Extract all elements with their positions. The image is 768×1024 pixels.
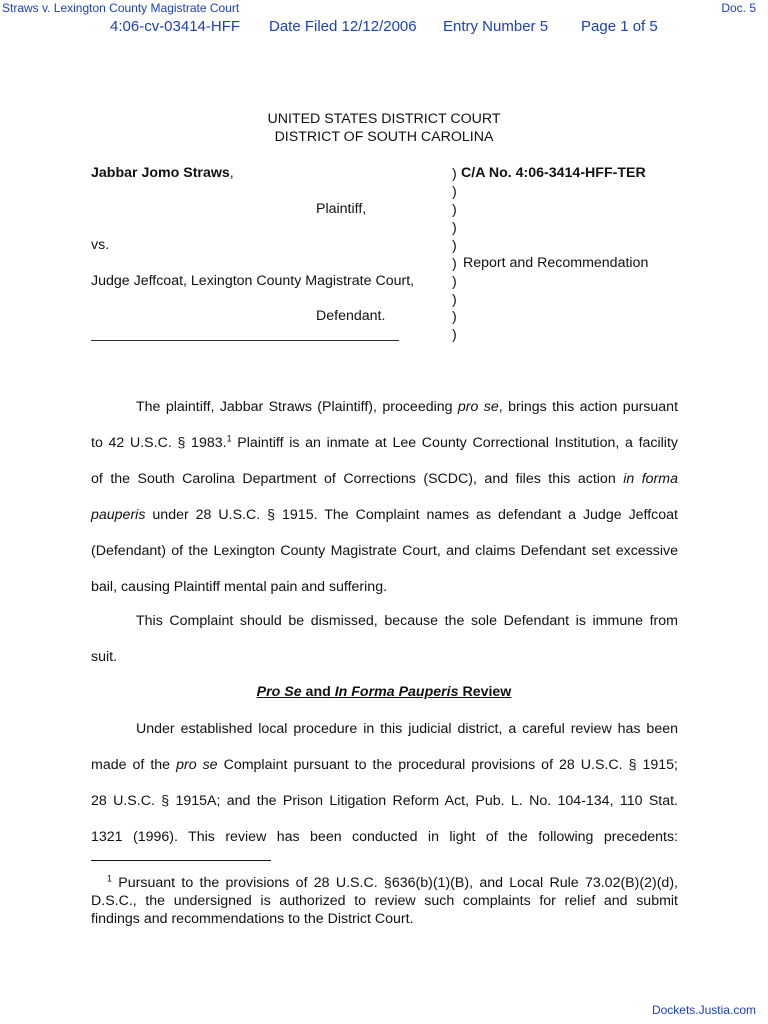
entry-number: Entry Number 5 xyxy=(443,18,549,35)
paren-5: ) xyxy=(452,238,457,254)
text-line xyxy=(91,389,678,425)
italic-text: pro se xyxy=(457,399,499,415)
case-number: 4:06-cv-03414-HFF xyxy=(110,18,241,35)
text-run: to 42 U.S.C. § 1983. xyxy=(91,435,227,451)
text-line xyxy=(91,497,678,533)
text-run: under 28 U.S.C. § 1915. The Complaint names as defendant a Judge Jeffcoat xyxy=(145,507,678,523)
doc-label: Doc. 5 xyxy=(721,1,756,15)
paragraph-dismissal xyxy=(91,603,678,675)
paren-7: ) xyxy=(452,274,457,290)
paren-2: ) xyxy=(452,184,457,200)
text-line: (Defendant) of the Lexington County Magistrate Court, and claims Defendant set excessive xyxy=(91,543,678,559)
text-run: , brings this action pursuant xyxy=(498,399,679,415)
plaintiff-name: Jabbar Jomo Straws xyxy=(91,165,230,181)
text-line: bail, causing Plaintiff mental pain and suffering. xyxy=(91,579,388,595)
text-run: The plaintiff, Jabbar Straws (Plaintiff), proceeding xyxy=(136,399,458,415)
defendant-role: Defendant. xyxy=(316,308,386,324)
heading-part: and xyxy=(301,684,335,700)
italic-text: pro se xyxy=(176,757,218,773)
text-line: Under established local procedure in this judicial district, a careful review has been xyxy=(136,721,678,737)
heading-part: Pro Se xyxy=(256,684,302,700)
text-line xyxy=(91,425,678,461)
italic-text: pauperis xyxy=(91,507,146,523)
caption-rule: _______________________________________ xyxy=(91,326,399,342)
heading-part: In Forma Pauperis xyxy=(334,684,459,700)
text-run: Complaint pursuant to the procedural provisions of 28 U.S.C. § 1915; xyxy=(217,757,678,773)
paren-3: ) xyxy=(452,202,457,218)
court-district: DISTRICT OF SOUTH CAROLINA xyxy=(274,129,494,145)
text-line xyxy=(91,461,678,497)
case-title: Straws v. Lexington County Magistrate Court xyxy=(2,1,240,15)
text-line: This Complaint should be dismissed, because the sole Defendant is immune from xyxy=(136,613,678,629)
footnote-divider xyxy=(91,860,271,861)
paren-10: ) xyxy=(452,327,457,343)
paren-9: ) xyxy=(452,309,457,325)
plaintiff-comma: , xyxy=(229,165,234,181)
text-line: suit. xyxy=(91,649,118,665)
footnote-number: 1 xyxy=(107,873,113,884)
plaintiff-role: Plaintiff, xyxy=(316,201,367,217)
text-run: made of the xyxy=(91,757,177,773)
text-line: 1321 (1996). This review has been conducted in light of the following precedents: xyxy=(91,829,678,845)
defendant-name: Judge Jeffcoat, Lexington County Magistrate Court, xyxy=(91,273,415,289)
section-heading xyxy=(0,684,768,700)
text-line: D.S.C., the undersigned is authorized to review such complaints for relief and submit xyxy=(91,893,678,909)
paren-8: ) xyxy=(452,292,457,308)
text-run: of the South Carolina Department of Corrections (SCDC), and files this action xyxy=(91,471,624,487)
plaintiff-line xyxy=(91,165,234,181)
heading-part: Review xyxy=(458,684,512,700)
document-type: Report and Recommendation xyxy=(463,255,649,271)
versus: vs. xyxy=(91,237,110,253)
text-run: Plaintiff is an inmate at Lee County Correctional Institution, a facility xyxy=(231,435,678,451)
text-run: Pursuant to the provisions of 28 U.S.C. §636(b)(1)(B), and Local Rule 73.02(B)(2)(d), xyxy=(112,875,678,891)
date-filed: Date Filed 12/12/2006 xyxy=(269,18,417,35)
text-line xyxy=(91,874,678,892)
paren-4: ) xyxy=(452,220,457,236)
text-line xyxy=(91,747,678,783)
italic-text: in forma xyxy=(623,471,678,487)
paren-1: ) xyxy=(452,166,457,182)
page-info: Page 1 of 5 xyxy=(581,18,658,35)
text-line: findings and recommendations to the District Court. xyxy=(91,911,414,927)
paragraph-intro xyxy=(91,389,678,605)
source-link[interactable]: Dockets.Justia.com xyxy=(651,1003,756,1017)
footnote xyxy=(91,874,678,928)
court-name: UNITED STATES DISTRICT COURT xyxy=(267,111,501,127)
paragraph-review xyxy=(91,711,678,855)
case-number-caption: C/A No. 4:06-3414-HFF-TER xyxy=(461,165,646,181)
text-line: 28 U.S.C. § 1915A; and the Prison Litigation Reform Act, Pub. L. No. 104-134, 110 Stat. xyxy=(91,793,678,809)
footnote-ref: 1 xyxy=(226,433,232,444)
paren-6: ) xyxy=(452,256,457,272)
